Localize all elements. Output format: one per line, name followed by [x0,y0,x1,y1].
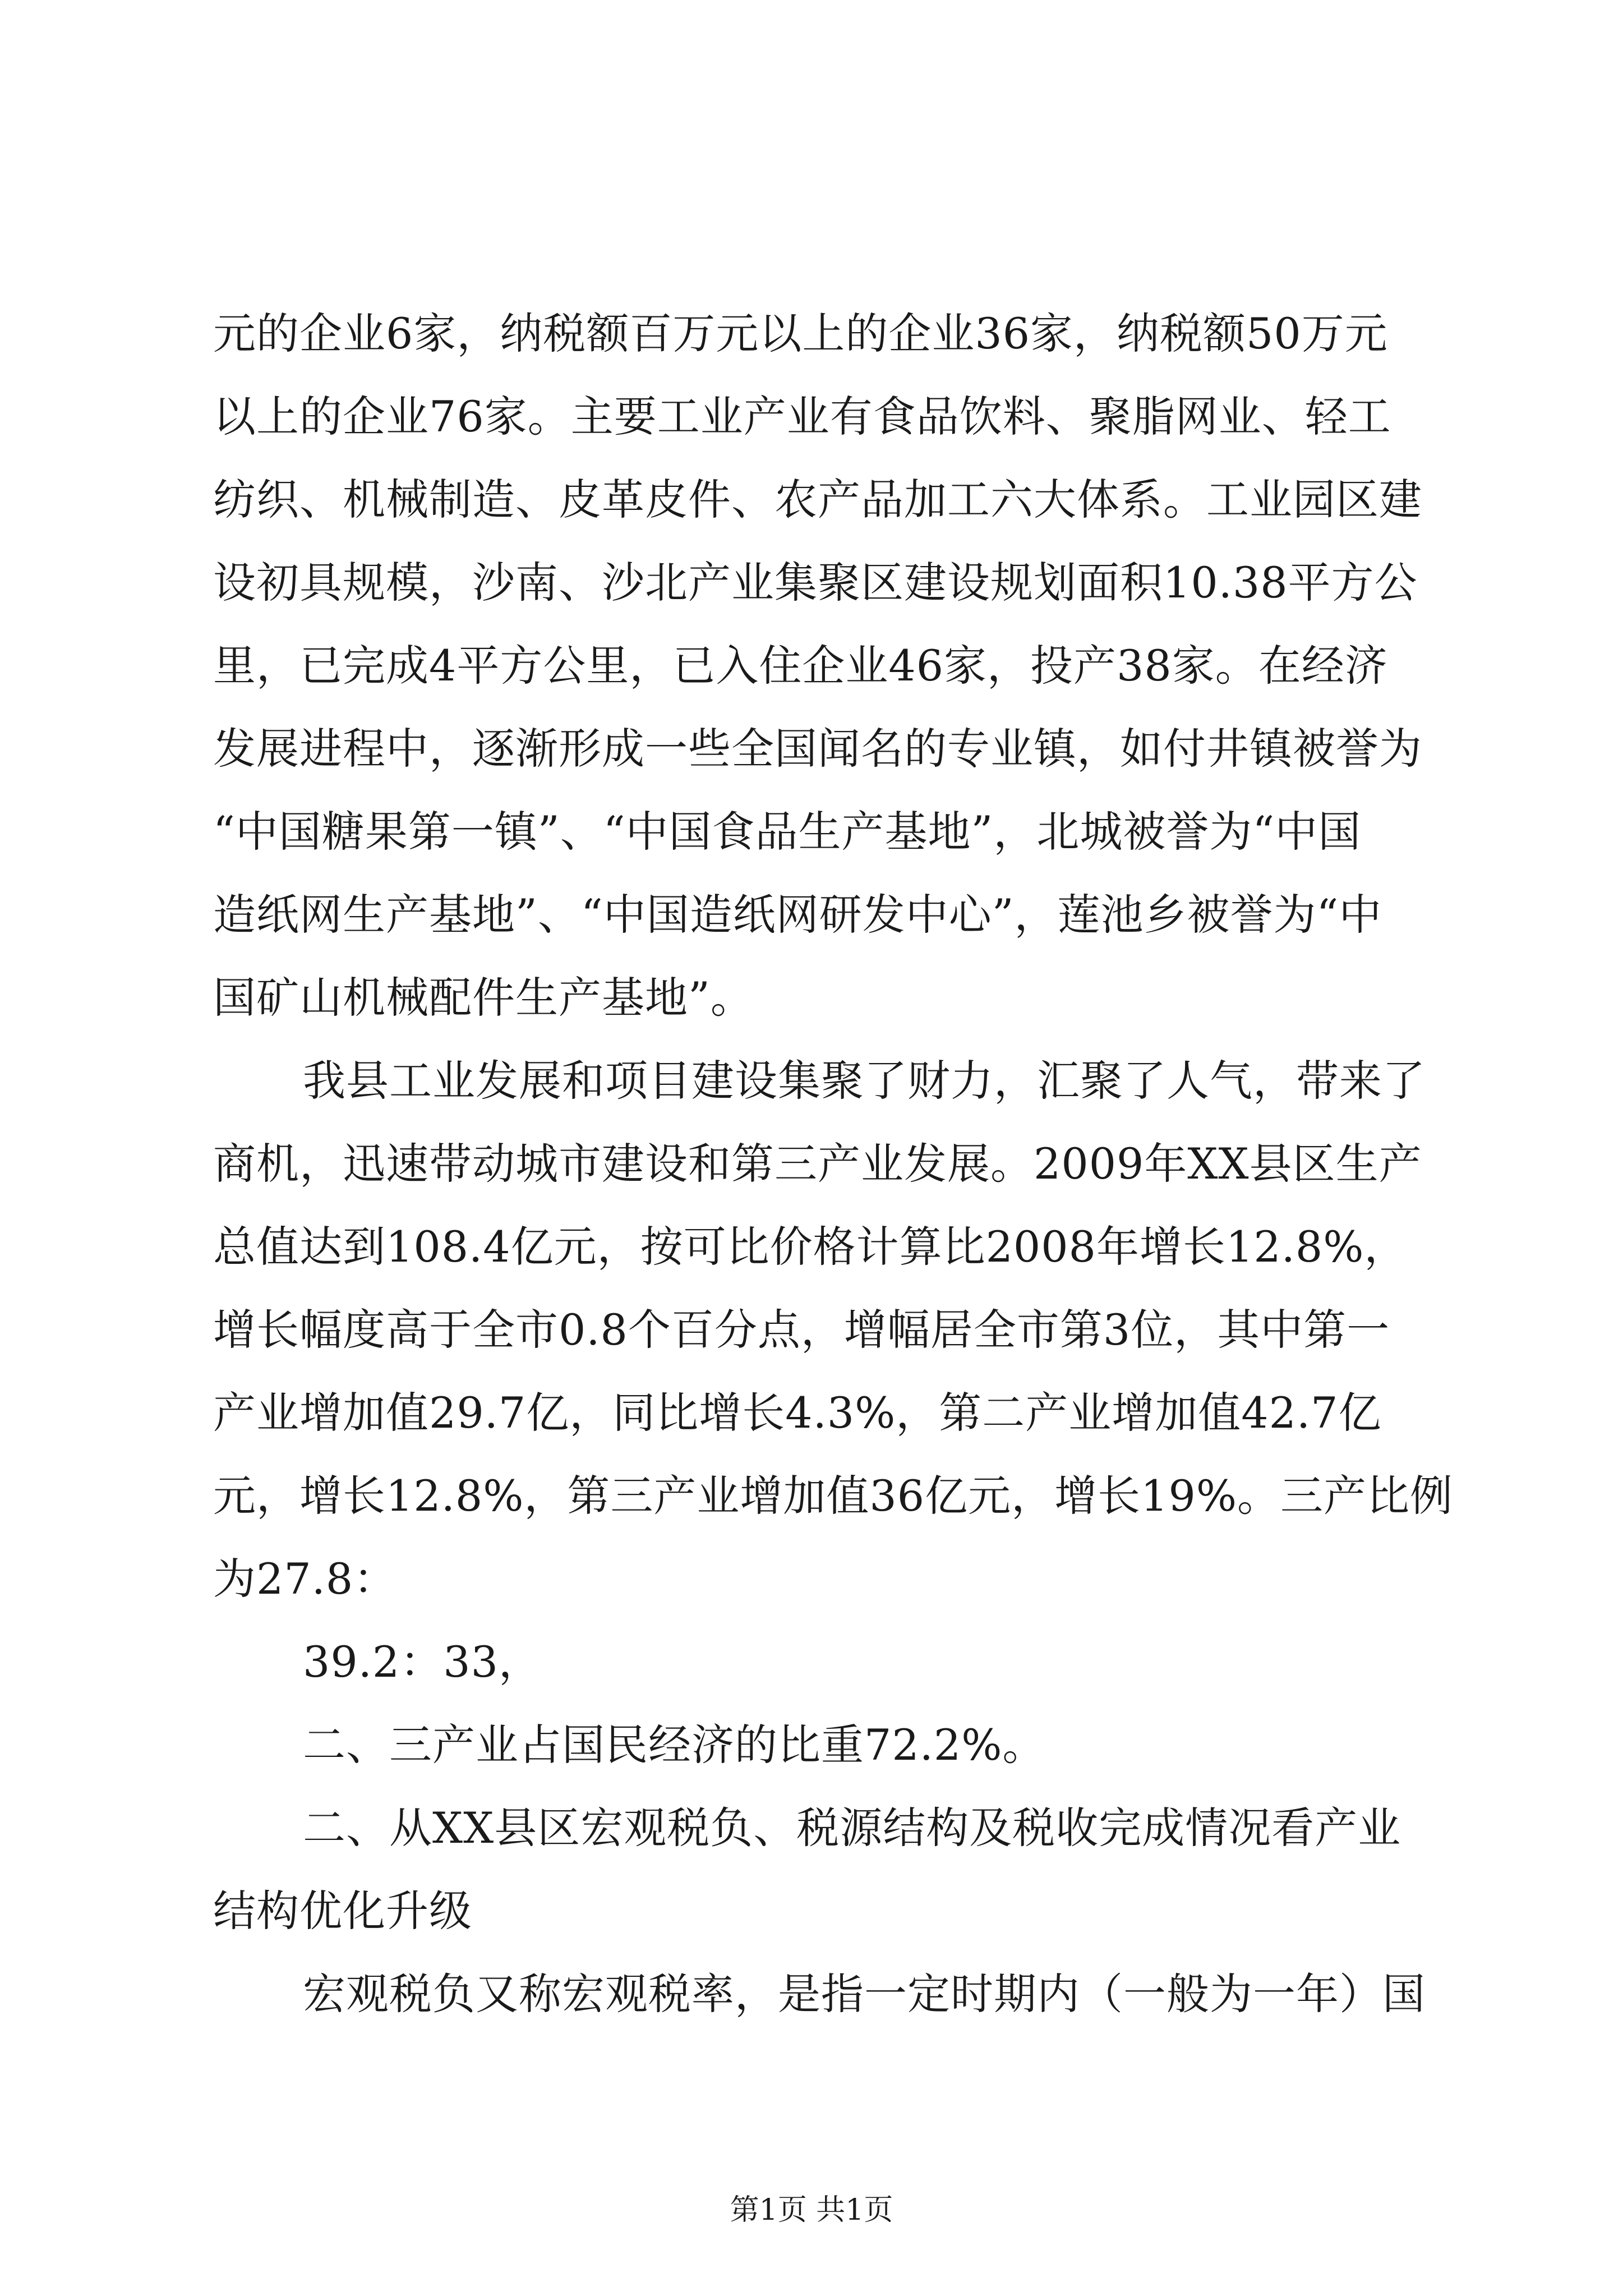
text-line: 元，增长12.8%，第三产业增加值36亿元，增长19%。三产比例 [213,1471,1454,1521]
text-line: 产业增加值29.7亿，同比增长4.3%，第二产业增加值42.7亿 [213,1388,1382,1438]
text-line: 纺织、机械制造、皮革皮件、农产品加工六大体系。工业园区建 [213,475,1422,524]
text-line: 结构优化升级 [213,1886,472,1936]
text-line: 为27.8： [213,1554,397,1604]
paragraph-start: 我县工业发展和项目建设集聚了财力，汇聚了人气，带来了 [303,1056,1426,1106]
page-footer: 第1页 共1页 [730,2193,893,2227]
paragraph-start: 二、从XX县区宏观税负、税源结构及税收完成情况看产业 [303,1803,1401,1853]
text-line: 以上的企业76家。主要工业产业有食品饮料、聚脂网业、轻工 [213,392,1391,441]
text-line: 元的企业6家，纳税额百万元以上的企业36家，纳税额50万元 [213,309,1388,358]
text-line: 发展进程中，逐渐形成一些全国闻名的专业镇，如付井镇被誉为 [213,724,1422,774]
paragraph-start: 二、三产业占国民经济的比重72.2%。 [303,1720,1046,1770]
text-line: 里，已完成4平方公里，已入住企业46家，投产38家。在经济 [213,641,1388,691]
paragraph-start: 39.2：33， [303,1637,542,1687]
text-line: 总值达到108.4亿元，按可比价格计算比2008年增长12.8%， [213,1222,1408,1272]
paragraph-start: 宏观税负又称宏观税率，是指一定时期内（一般为一年）国 [303,1969,1426,2019]
text-line: “中国糖果第一镇”、“中国食品生产基地”，北城被誉为“中国 [213,807,1362,857]
text-line: 造纸网生产基地”、“中国造纸网研发中心”，莲池乡被誉为“中 [213,890,1382,940]
text-line: 增长幅度高于全市0.8个百分点，增幅居全市第3位，其中第一 [213,1305,1390,1355]
text-line: 国矿山机械配件生产基地”。 [213,973,754,1023]
text-line: 设初具规模，沙南、沙北产业集聚区建设规划面积10.38平方公 [213,558,1418,608]
text-line: 商机，迅速带动城市建设和第三产业发展。2009年XX县区生产 [213,1139,1422,1189]
